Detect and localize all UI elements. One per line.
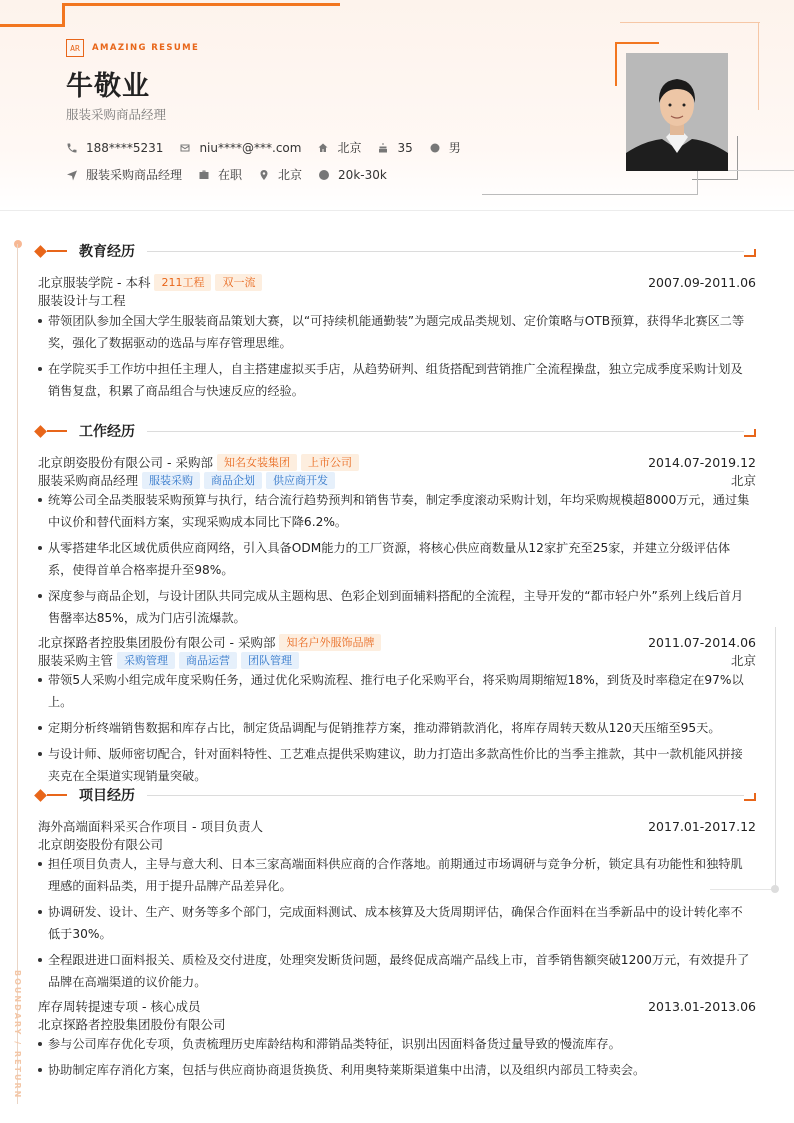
project-company-row	[38, 1015, 756, 1033]
education-bullets	[38, 310, 754, 406]
decor-line	[697, 170, 698, 195]
info-status	[198, 166, 242, 183]
info-phone-text: 188****5231	[86, 140, 164, 155]
profile-photo	[626, 53, 728, 171]
decor-line	[692, 179, 738, 180]
info-email	[179, 141, 301, 155]
education-date: 2007.09-2011.06	[648, 274, 756, 290]
section-education-title	[36, 241, 756, 261]
info-salary	[318, 168, 387, 182]
work-role-row	[38, 651, 756, 669]
brand-text: AMAZING RESUME	[92, 43, 200, 53]
tag: 团队管理	[241, 652, 299, 669]
work-bullets	[38, 489, 754, 633]
location-pin-icon	[258, 169, 270, 181]
section-corner-icon	[744, 429, 756, 437]
work-company: 北京朗姿股份有限公司 - 采购部	[38, 455, 213, 470]
tag: 上市公司	[301, 454, 359, 471]
decor-line	[620, 22, 760, 23]
work-role: 服装采购商品经理	[38, 473, 139, 488]
tag: 211工程	[154, 274, 211, 291]
education-school: 北京服装学院 - 本科	[38, 275, 151, 290]
section-dash	[47, 794, 67, 796]
info-target-job-text: 服装采购商品经理	[86, 168, 183, 182]
info-age	[377, 141, 412, 155]
section-divider	[147, 431, 744, 432]
project-bullets	[38, 853, 754, 997]
decor-line	[758, 22, 759, 110]
list-item: 定期分析终端销售数据和库存占比，制定货品调配与促销推荐方案，推动滞销款消化，将库存周转天数从120天压缩至95天。	[38, 717, 754, 739]
list-item: 在学院买手工作坊中担任主理人，自主搭建虚拟买手店，从趋势研判、组货搭配到营销推广全流程操盘，独立完成季度采购计划及销售复盘，积累了商品组合与快速反应的经验。	[38, 358, 754, 402]
brand	[66, 39, 199, 57]
tag: 服装采购	[142, 472, 200, 489]
decor-line	[62, 3, 340, 6]
project-date: 2017.01-2017.12	[648, 818, 756, 834]
project-name: 海外高端面料采买合作项目 - 项目负责人	[38, 819, 263, 834]
decor-line	[615, 42, 617, 86]
project-company: 北京探路者控股集团股份有限公司	[38, 1017, 226, 1032]
salary-icon	[318, 169, 330, 181]
cake-icon	[377, 142, 389, 154]
project-company-row	[38, 835, 756, 853]
education-major: 服装设计与工程	[38, 293, 126, 308]
project-bullets	[38, 1033, 754, 1085]
list-item: 担任项目负责人，主导与意大利、日本三家高端面料供应商的合作落地。前期通过市场调研与竞争分析，锁定具有功能性和独特肌理感的面料品类，用于提升品牌产品差异化。	[38, 853, 754, 897]
tag: 知名女装集团	[217, 454, 297, 471]
work-bullets	[38, 669, 754, 791]
section-label: 项目经历	[79, 788, 135, 804]
info-city	[317, 139, 361, 156]
project-company: 北京朗姿股份有限公司	[38, 837, 164, 852]
list-item: 带领5人采购小组完成年度采购任务，通过优化采购流程、推行电子化采购平台，将采购周期缩短18%，到货及时率稳定在97%以上。	[38, 669, 754, 713]
section-divider	[147, 795, 744, 796]
contact-info-row	[66, 139, 477, 156]
work-location: 北京	[730, 473, 756, 488]
list-item: 协助制定库存消化方案，包括与供应商协商退货换货、利用奥特莱斯渠道集中出清，以及组织内部员工特卖会。	[38, 1059, 754, 1081]
project-name: 库存周转提速专项 - 核心成员	[38, 999, 201, 1014]
send-icon	[66, 169, 78, 181]
section-divider	[147, 251, 744, 252]
list-item: 参与公司库存优化专项，负责梳理历史库龄结构和滞销品类特征，识别出因面料备货过量导致的慢流库存。	[38, 1033, 754, 1055]
section-diamond-icon	[34, 789, 47, 802]
gender-icon	[429, 142, 441, 154]
info-target-city-text: 北京	[278, 168, 303, 182]
info-phone	[66, 141, 163, 155]
phone-icon	[66, 142, 78, 154]
tag: 知名户外服饰品牌	[279, 634, 381, 651]
decor-dot	[771, 885, 779, 893]
section-diamond-icon	[34, 425, 47, 438]
section-label: 教育经历	[79, 244, 135, 260]
section-work-title	[36, 421, 756, 441]
decor-line	[737, 136, 738, 180]
tag: 供应商开发	[266, 472, 335, 489]
project-entry-head	[38, 817, 756, 835]
decor-line	[482, 194, 698, 195]
info-age-text: 35	[397, 140, 413, 155]
section-corner-icon	[744, 249, 756, 257]
info-salary-text: 20k-30k	[338, 167, 387, 182]
job-info-row	[66, 166, 403, 183]
section-projects-title	[36, 785, 756, 805]
tag: 商品企划	[204, 472, 262, 489]
info-gender	[429, 139, 461, 156]
info-status-text: 在职	[218, 168, 243, 182]
work-location: 北京	[730, 653, 756, 668]
tag: 商品运营	[179, 652, 237, 669]
info-gender-text: 男	[448, 141, 461, 155]
education-entry-head	[38, 273, 756, 291]
section-corner-icon	[744, 793, 756, 801]
decor-line	[0, 24, 64, 27]
info-target-job	[66, 166, 182, 183]
work-date: 2014.07-2019.12	[648, 454, 756, 470]
candidate-title: 服装采购商品经理	[66, 107, 167, 122]
section-label: 工作经历	[79, 424, 135, 440]
work-role-row	[38, 471, 756, 489]
section-diamond-icon	[34, 245, 47, 258]
work-role: 服装采购主管	[38, 653, 114, 668]
home-icon	[317, 142, 329, 154]
decor-line	[775, 627, 776, 889]
brand-badge: AR	[66, 39, 84, 57]
timeline-dot	[14, 240, 22, 248]
work-company: 北京探路者控股集团股份有限公司 - 采购部	[38, 635, 276, 650]
candidate-name: 牛敬业	[66, 71, 150, 102]
list-item: 与设计师、版师密切配合，针对面料特性、工艺难点提供采购建议，助力打造出多款高性价比的当季主推款，其中一款机能风拼接夹克在全渠道实现销量突破。	[38, 743, 754, 787]
list-item: 带领团队参加全国大学生服装商品策划大赛，以“可持续机能通勤装”为题完成品类规划、定价策略与OTB预算，获得华北赛区二等奖，强化了数据驱动的选品与库存管理思维。	[38, 310, 754, 354]
work-entry-head	[38, 633, 756, 651]
briefcase-icon	[198, 169, 210, 181]
decor-line	[615, 42, 659, 44]
list-item: 全程跟进进口面料报关、质检及交付进度，处理突发断货问题，最终促成高端产品线上市，首季销售额突破1200万元，有效提升了品牌在高端渠道的议价能力。	[38, 949, 754, 993]
education-major-row	[38, 291, 756, 309]
work-entry-head	[38, 453, 756, 471]
project-date: 2013.01-2013.06	[648, 998, 756, 1014]
decor-line	[62, 3, 65, 27]
project-entry-head	[38, 997, 756, 1015]
list-item: 协调研发、设计、生产、财务等多个部门，完成面料测试、成本核算及大货周期评估，确保合作面料在当季新品中的设计转化率不低于30%。	[38, 901, 754, 945]
info-email-text: niu****@***.com	[199, 140, 302, 155]
side-watermark-text: BOUNDARY / RETURN	[13, 970, 22, 1100]
list-item: 深度参与商品企划，与设计团队共同完成从主题构思、色彩企划到面辅料搭配的全流程，主导开发的“都市轻户外”系列上线后首月售罄率达85%，成为门店引流爆款。	[38, 585, 754, 629]
tag: 双一流	[215, 274, 262, 291]
info-target-city	[258, 166, 302, 183]
section-dash	[47, 430, 67, 432]
resume-header	[0, 0, 794, 211]
info-city-text: 北京	[337, 141, 362, 155]
list-item: 统筹公司全品类服装采购预算与执行，结合流行趋势预判和销售节奏，制定季度滚动采购计划，年均采购规模超8000万元，通过集中议价和替代面料方案，实现采购成本同比下降6.2%。	[38, 489, 754, 533]
mail-icon	[179, 142, 191, 154]
section-dash	[47, 250, 67, 252]
list-item: 从零搭建华北区域优质供应商网络，引入具备ODM能力的工厂资源，将核心供应商数量从12家扩充至25家，并建立分级评估体系，使得首单合格率提升至98%。	[38, 537, 754, 581]
tag: 采购管理	[117, 652, 175, 669]
work-date: 2011.07-2014.06	[648, 634, 756, 650]
